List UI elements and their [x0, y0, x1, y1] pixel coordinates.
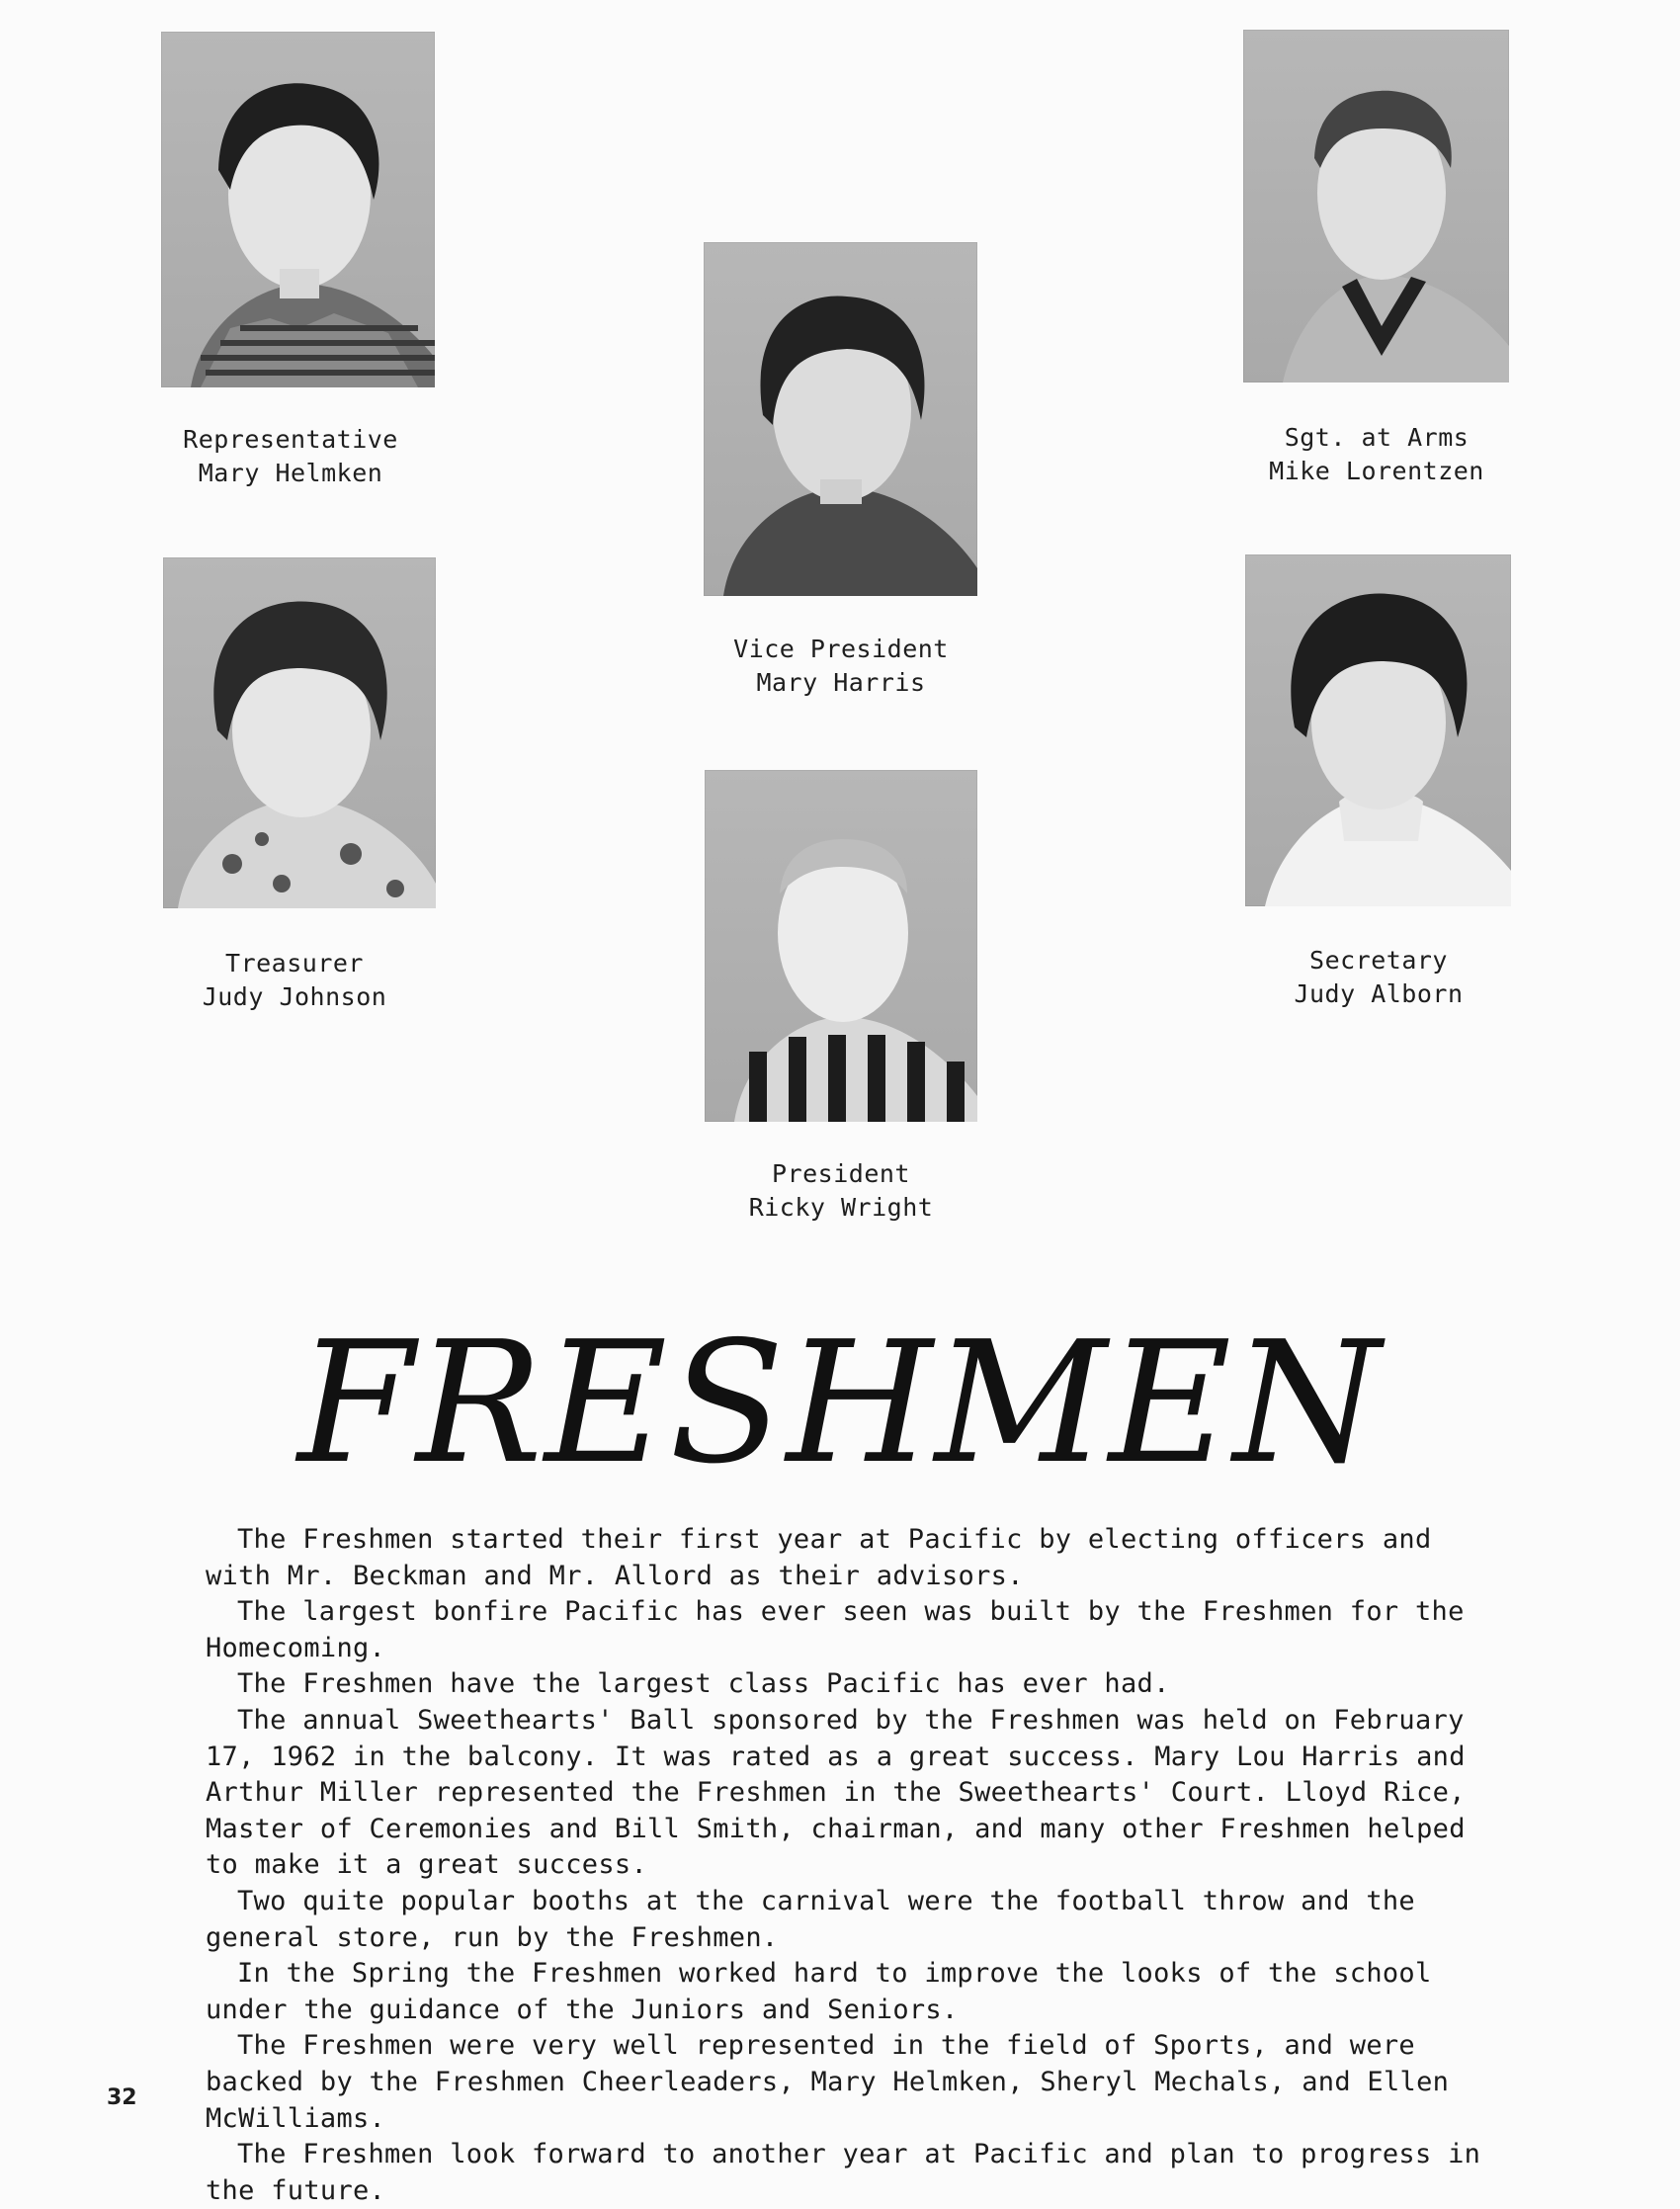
paragraph: In the Spring the Freshmen worked hard to improve the looks of the school under the guidance of the Juniors and Seniors. — [206, 1958, 1432, 2025]
portrait-sgt-at-arms — [1243, 30, 1509, 382]
officer-name: Mary Harris — [756, 668, 926, 697]
portrait-image — [163, 557, 436, 908]
portrait-secretary — [1245, 554, 1511, 906]
officer-title: Sgt. at Arms — [1284, 423, 1470, 452]
officer-name: Judy Johnson — [202, 982, 387, 1011]
officer-name: Mary Helmken — [198, 459, 383, 487]
officer-title: Treasurer — [225, 949, 364, 977]
caption-vice-president — [673, 633, 1009, 700]
paragraph: The annual Sweethearts' Ball sponsored by the Freshmen was held on February 17, 1962 in the balcony. It was rated as a great success. Mary Lou Harris and Arthur Miller represented the Freshmen in the Sweethearts' Court. Lloyd Rice, Master of Ceremonies and Bill Smith, chairman, and many other Freshmen helped to make it a great success. — [206, 1704, 1466, 1881]
officer-name: Ricky Wright — [748, 1193, 934, 1222]
paragraph: The Freshmen look forward to another year at Pacific and plan to progress in the future. — [206, 2139, 1481, 2206]
caption-sgt-at-arms — [1209, 421, 1545, 488]
portrait-image — [704, 242, 977, 596]
caption-representative — [123, 423, 459, 490]
officer-title: Vice President — [733, 635, 949, 663]
paragraph: The Freshmen were very well represented in the field of Sports, and were backed by the Freshmen Cheerleaders, Mary Helmken, Sheryl Mechals, and Ellen McWilliams. — [206, 2030, 1450, 2134]
page-number: 32 — [107, 2085, 137, 2110]
portrait-image — [1245, 554, 1511, 906]
portrait-vice-president — [704, 242, 977, 596]
portrait-image — [161, 32, 435, 387]
caption-secretary — [1211, 944, 1547, 1011]
portrait-president — [705, 770, 977, 1122]
caption-president — [673, 1157, 1009, 1225]
paragraph: The largest bonfire Pacific has ever seen was built by the Freshmen for the Homecoming. — [206, 1596, 1465, 1663]
portrait-representative — [161, 32, 435, 387]
officer-title: Secretary — [1309, 946, 1448, 975]
officer-title: President — [772, 1159, 910, 1188]
officer-title: Representative — [183, 425, 398, 454]
paragraph: The Freshmen started their first year at Pacific by electing officers and with Mr. Beckman and Mr. Allord as their advisors. — [206, 1524, 1432, 1591]
officer-name: Mike Lorentzen — [1269, 457, 1484, 485]
officer-name: Judy Alborn — [1294, 979, 1464, 1008]
portrait-image — [1243, 30, 1509, 382]
article-body — [206, 1522, 1510, 2209]
caption-treasurer — [126, 947, 462, 1014]
portrait-image — [705, 770, 977, 1122]
paragraph: The Freshmen have the largest class Pacific has ever had. — [237, 1668, 1170, 1700]
page-title: FRESHMEN — [297, 1306, 1383, 1501]
portrait-treasurer — [163, 557, 436, 908]
paragraph: Two quite popular booths at the carnival were the football throw and the general store, run by the Freshmen. — [206, 1885, 1415, 1953]
